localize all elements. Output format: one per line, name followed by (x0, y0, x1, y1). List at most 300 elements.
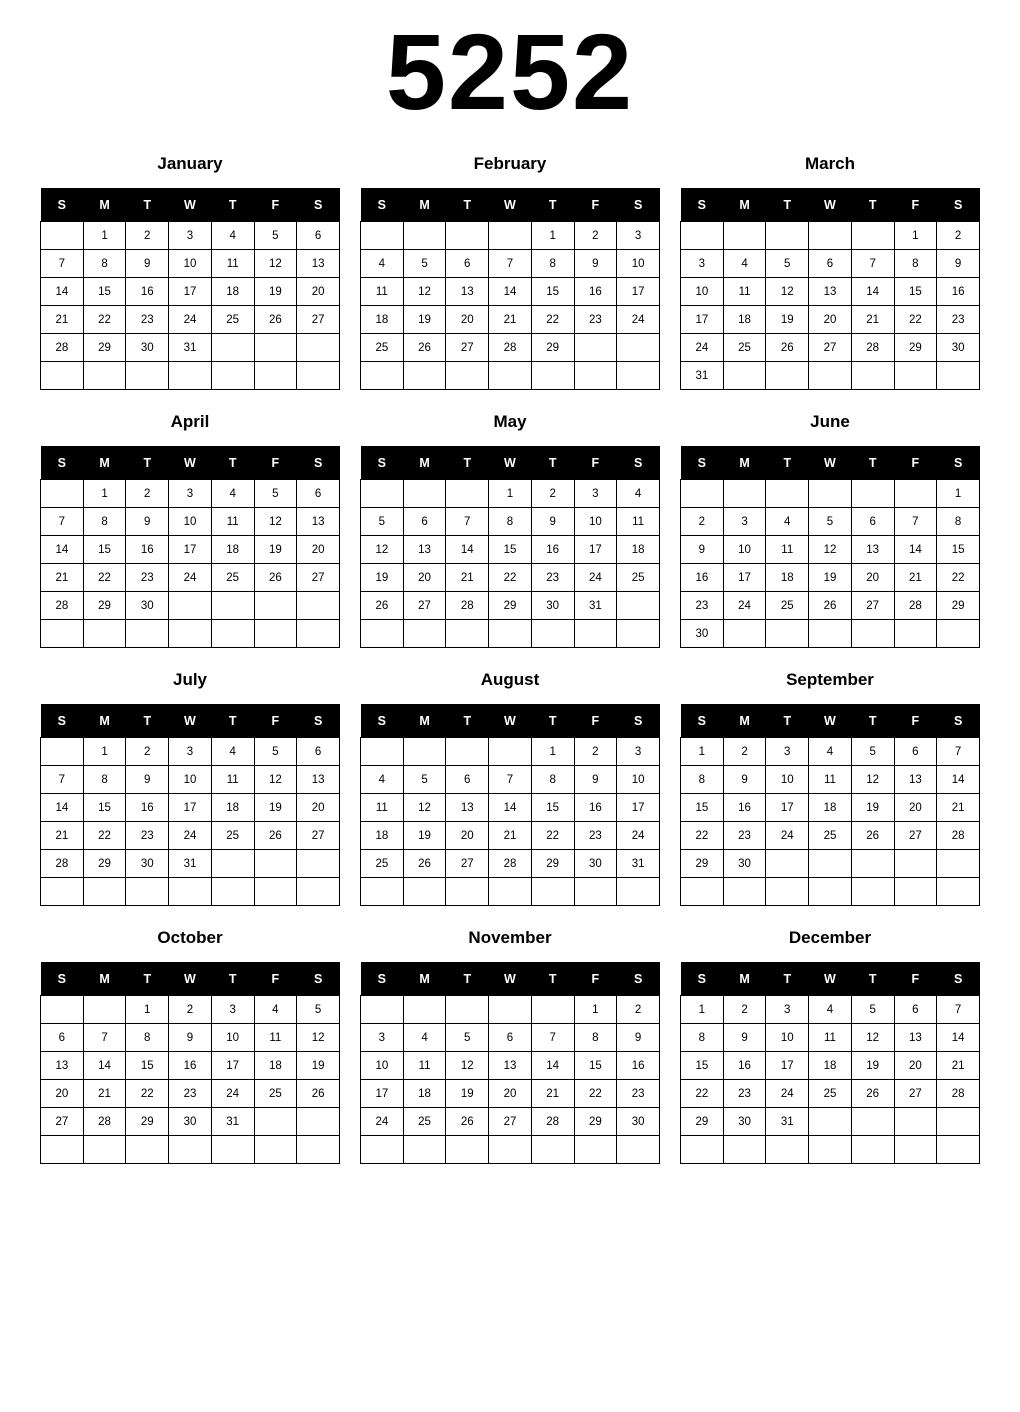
day-cell[interactable]: 13 (297, 250, 340, 278)
day-cell[interactable]: 5 (446, 1024, 489, 1052)
day-cell[interactable]: 4 (809, 738, 852, 766)
day-cell[interactable]: 13 (297, 766, 340, 794)
day-cell[interactable]: 24 (361, 1108, 404, 1136)
day-cell[interactable]: 4 (723, 250, 766, 278)
day-cell[interactable]: 2 (574, 222, 617, 250)
day-cell[interactable]: 16 (126, 794, 169, 822)
day-cell[interactable]: 20 (446, 306, 489, 334)
day-cell[interactable]: 14 (894, 536, 937, 564)
day-cell[interactable]: 1 (531, 738, 574, 766)
day-cell[interactable]: 6 (894, 738, 937, 766)
day-cell[interactable]: 21 (41, 306, 84, 334)
day-cell[interactable]: 22 (574, 1080, 617, 1108)
day-cell[interactable]: 19 (297, 1052, 340, 1080)
day-cell[interactable]: 11 (211, 250, 254, 278)
day-cell[interactable]: 28 (531, 1108, 574, 1136)
day-cell[interactable]: 3 (169, 222, 212, 250)
day-cell[interactable]: 27 (297, 306, 340, 334)
day-cell[interactable]: 12 (361, 536, 404, 564)
day-cell[interactable]: 25 (254, 1080, 297, 1108)
day-cell[interactable]: 11 (617, 508, 660, 536)
day-cell[interactable]: 9 (723, 1024, 766, 1052)
day-cell[interactable]: 8 (937, 508, 980, 536)
day-cell[interactable]: 23 (617, 1080, 660, 1108)
day-cell[interactable]: 16 (126, 536, 169, 564)
day-cell[interactable]: 28 (894, 592, 937, 620)
day-cell[interactable]: 23 (723, 1080, 766, 1108)
day-cell[interactable]: 29 (126, 1108, 169, 1136)
day-cell[interactable]: 26 (766, 334, 809, 362)
day-cell[interactable]: 22 (937, 564, 980, 592)
day-cell[interactable]: 18 (766, 564, 809, 592)
day-cell[interactable]: 30 (937, 334, 980, 362)
day-cell[interactable]: 11 (254, 1024, 297, 1052)
day-cell[interactable]: 19 (851, 1052, 894, 1080)
day-cell[interactable]: 17 (681, 306, 724, 334)
day-cell[interactable]: 6 (446, 766, 489, 794)
day-cell[interactable]: 18 (361, 306, 404, 334)
day-cell[interactable]: 3 (617, 222, 660, 250)
day-cell[interactable]: 13 (809, 278, 852, 306)
day-cell[interactable]: 2 (126, 222, 169, 250)
day-cell[interactable]: 15 (83, 278, 126, 306)
day-cell[interactable]: 7 (41, 766, 84, 794)
day-cell[interactable]: 5 (254, 480, 297, 508)
day-cell[interactable]: 26 (446, 1108, 489, 1136)
day-cell[interactable]: 17 (361, 1080, 404, 1108)
day-cell[interactable]: 17 (617, 278, 660, 306)
day-cell[interactable]: 20 (403, 564, 446, 592)
day-cell[interactable]: 11 (809, 766, 852, 794)
day-cell[interactable]: 13 (41, 1052, 84, 1080)
day-cell[interactable]: 27 (894, 822, 937, 850)
day-cell[interactable]: 29 (574, 1108, 617, 1136)
day-cell[interactable]: 20 (809, 306, 852, 334)
day-cell[interactable]: 1 (681, 738, 724, 766)
day-cell[interactable]: 3 (766, 996, 809, 1024)
day-cell[interactable]: 20 (489, 1080, 532, 1108)
day-cell[interactable]: 21 (937, 794, 980, 822)
day-cell[interactable]: 26 (297, 1080, 340, 1108)
day-cell[interactable]: 21 (531, 1080, 574, 1108)
day-cell[interactable]: 30 (723, 850, 766, 878)
day-cell[interactable]: 22 (83, 822, 126, 850)
day-cell[interactable]: 6 (446, 250, 489, 278)
day-cell[interactable]: 10 (361, 1052, 404, 1080)
day-cell[interactable]: 19 (851, 794, 894, 822)
day-cell[interactable]: 5 (766, 250, 809, 278)
day-cell[interactable]: 11 (361, 794, 404, 822)
day-cell[interactable]: 18 (723, 306, 766, 334)
day-cell[interactable]: 6 (894, 996, 937, 1024)
day-cell[interactable]: 25 (361, 850, 404, 878)
day-cell[interactable]: 19 (766, 306, 809, 334)
day-cell[interactable]: 23 (937, 306, 980, 334)
day-cell[interactable]: 2 (617, 996, 660, 1024)
day-cell[interactable]: 14 (41, 278, 84, 306)
day-cell[interactable]: 26 (403, 334, 446, 362)
day-cell[interactable]: 8 (531, 766, 574, 794)
day-cell[interactable]: 21 (489, 822, 532, 850)
day-cell[interactable]: 25 (361, 334, 404, 362)
day-cell[interactable]: 27 (297, 822, 340, 850)
day-cell[interactable]: 12 (851, 766, 894, 794)
day-cell[interactable]: 31 (211, 1108, 254, 1136)
day-cell[interactable]: 19 (403, 822, 446, 850)
day-cell[interactable]: 28 (41, 334, 84, 362)
day-cell[interactable]: 16 (723, 794, 766, 822)
day-cell[interactable]: 17 (766, 1052, 809, 1080)
day-cell[interactable]: 24 (211, 1080, 254, 1108)
day-cell[interactable]: 5 (403, 250, 446, 278)
day-cell[interactable]: 6 (41, 1024, 84, 1052)
day-cell[interactable]: 18 (211, 794, 254, 822)
day-cell[interactable]: 9 (169, 1024, 212, 1052)
day-cell[interactable]: 21 (894, 564, 937, 592)
day-cell[interactable]: 23 (574, 306, 617, 334)
day-cell[interactable]: 2 (126, 738, 169, 766)
day-cell[interactable]: 9 (723, 766, 766, 794)
day-cell[interactable]: 7 (894, 508, 937, 536)
day-cell[interactable]: 28 (41, 592, 84, 620)
day-cell[interactable]: 12 (254, 766, 297, 794)
day-cell[interactable]: 6 (297, 480, 340, 508)
day-cell[interactable]: 24 (617, 822, 660, 850)
day-cell[interactable]: 20 (41, 1080, 84, 1108)
day-cell[interactable]: 15 (83, 794, 126, 822)
day-cell[interactable]: 5 (851, 996, 894, 1024)
day-cell[interactable]: 24 (169, 564, 212, 592)
day-cell[interactable]: 10 (169, 508, 212, 536)
day-cell[interactable]: 3 (361, 1024, 404, 1052)
day-cell[interactable]: 1 (574, 996, 617, 1024)
day-cell[interactable]: 6 (809, 250, 852, 278)
day-cell[interactable]: 8 (894, 250, 937, 278)
day-cell[interactable]: 24 (574, 564, 617, 592)
day-cell[interactable]: 15 (937, 536, 980, 564)
day-cell[interactable]: 14 (531, 1052, 574, 1080)
day-cell[interactable]: 7 (83, 1024, 126, 1052)
day-cell[interactable]: 28 (489, 850, 532, 878)
day-cell[interactable]: 21 (489, 306, 532, 334)
day-cell[interactable]: 8 (83, 250, 126, 278)
day-cell[interactable]: 20 (894, 794, 937, 822)
day-cell[interactable]: 18 (211, 536, 254, 564)
day-cell[interactable]: 25 (723, 334, 766, 362)
day-cell[interactable]: 9 (126, 766, 169, 794)
day-cell[interactable]: 3 (723, 508, 766, 536)
day-cell[interactable]: 12 (297, 1024, 340, 1052)
day-cell[interactable]: 1 (681, 996, 724, 1024)
day-cell[interactable]: 26 (254, 822, 297, 850)
day-cell[interactable]: 8 (681, 766, 724, 794)
day-cell[interactable]: 23 (126, 564, 169, 592)
day-cell[interactable]: 3 (766, 738, 809, 766)
day-cell[interactable]: 17 (169, 794, 212, 822)
day-cell[interactable]: 10 (574, 508, 617, 536)
day-cell[interactable]: 17 (169, 536, 212, 564)
day-cell[interactable]: 18 (361, 822, 404, 850)
day-cell[interactable]: 14 (851, 278, 894, 306)
day-cell[interactable]: 12 (254, 250, 297, 278)
day-cell[interactable]: 13 (403, 536, 446, 564)
day-cell[interactable]: 10 (617, 250, 660, 278)
day-cell[interactable]: 4 (211, 738, 254, 766)
day-cell[interactable]: 22 (531, 306, 574, 334)
day-cell[interactable]: 21 (41, 822, 84, 850)
day-cell[interactable]: 14 (937, 766, 980, 794)
day-cell[interactable]: 26 (403, 850, 446, 878)
day-cell[interactable]: 28 (446, 592, 489, 620)
day-cell[interactable]: 30 (723, 1108, 766, 1136)
day-cell[interactable]: 16 (574, 278, 617, 306)
day-cell[interactable]: 18 (254, 1052, 297, 1080)
day-cell[interactable]: 5 (254, 222, 297, 250)
day-cell[interactable]: 3 (169, 738, 212, 766)
day-cell[interactable]: 5 (851, 738, 894, 766)
day-cell[interactable]: 28 (83, 1108, 126, 1136)
day-cell[interactable]: 6 (297, 738, 340, 766)
day-cell[interactable]: 14 (446, 536, 489, 564)
day-cell[interactable]: 31 (681, 362, 724, 390)
day-cell[interactable]: 29 (681, 850, 724, 878)
day-cell[interactable]: 2 (574, 738, 617, 766)
day-cell[interactable]: 25 (617, 564, 660, 592)
day-cell[interactable]: 10 (169, 250, 212, 278)
day-cell[interactable]: 28 (489, 334, 532, 362)
day-cell[interactable]: 1 (894, 222, 937, 250)
day-cell[interactable]: 8 (126, 1024, 169, 1052)
day-cell[interactable]: 24 (766, 822, 809, 850)
day-cell[interactable]: 16 (681, 564, 724, 592)
day-cell[interactable]: 19 (446, 1080, 489, 1108)
day-cell[interactable]: 21 (446, 564, 489, 592)
day-cell[interactable]: 31 (169, 850, 212, 878)
day-cell[interactable]: 7 (937, 738, 980, 766)
day-cell[interactable]: 2 (126, 480, 169, 508)
day-cell[interactable]: 28 (937, 822, 980, 850)
day-cell[interactable]: 8 (489, 508, 532, 536)
day-cell[interactable]: 19 (254, 536, 297, 564)
day-cell[interactable]: 18 (403, 1080, 446, 1108)
day-cell[interactable]: 30 (126, 850, 169, 878)
day-cell[interactable]: 27 (809, 334, 852, 362)
day-cell[interactable]: 10 (766, 766, 809, 794)
day-cell[interactable]: 28 (937, 1080, 980, 1108)
day-cell[interactable]: 18 (211, 278, 254, 306)
day-cell[interactable]: 27 (851, 592, 894, 620)
day-cell[interactable]: 12 (851, 1024, 894, 1052)
day-cell[interactable]: 27 (894, 1080, 937, 1108)
day-cell[interactable]: 5 (297, 996, 340, 1024)
day-cell[interactable]: 23 (169, 1080, 212, 1108)
day-cell[interactable]: 9 (617, 1024, 660, 1052)
day-cell[interactable]: 23 (531, 564, 574, 592)
day-cell[interactable]: 21 (937, 1052, 980, 1080)
day-cell[interactable]: 16 (937, 278, 980, 306)
day-cell[interactable]: 22 (681, 822, 724, 850)
day-cell[interactable]: 25 (211, 306, 254, 334)
day-cell[interactable]: 1 (937, 480, 980, 508)
day-cell[interactable]: 24 (681, 334, 724, 362)
day-cell[interactable]: 4 (766, 508, 809, 536)
day-cell[interactable]: 3 (211, 996, 254, 1024)
day-cell[interactable]: 11 (361, 278, 404, 306)
day-cell[interactable]: 1 (489, 480, 532, 508)
day-cell[interactable]: 25 (809, 1080, 852, 1108)
day-cell[interactable]: 29 (531, 850, 574, 878)
day-cell[interactable]: 21 (851, 306, 894, 334)
day-cell[interactable]: 3 (617, 738, 660, 766)
day-cell[interactable]: 26 (254, 306, 297, 334)
day-cell[interactable]: 15 (126, 1052, 169, 1080)
day-cell[interactable]: 10 (723, 536, 766, 564)
day-cell[interactable]: 8 (531, 250, 574, 278)
day-cell[interactable]: 9 (126, 250, 169, 278)
day-cell[interactable]: 22 (894, 306, 937, 334)
day-cell[interactable]: 16 (723, 1052, 766, 1080)
day-cell[interactable]: 20 (297, 794, 340, 822)
day-cell[interactable]: 8 (83, 508, 126, 536)
day-cell[interactable]: 31 (766, 1108, 809, 1136)
day-cell[interactable]: 21 (41, 564, 84, 592)
day-cell[interactable]: 13 (894, 1024, 937, 1052)
day-cell[interactable]: 15 (531, 794, 574, 822)
day-cell[interactable]: 26 (851, 822, 894, 850)
day-cell[interactable]: 25 (211, 564, 254, 592)
day-cell[interactable]: 31 (617, 850, 660, 878)
day-cell[interactable]: 23 (723, 822, 766, 850)
day-cell[interactable]: 20 (297, 278, 340, 306)
day-cell[interactable]: 16 (169, 1052, 212, 1080)
day-cell[interactable]: 27 (446, 850, 489, 878)
day-cell[interactable]: 1 (83, 738, 126, 766)
day-cell[interactable]: 14 (937, 1024, 980, 1052)
day-cell[interactable]: 19 (403, 306, 446, 334)
day-cell[interactable]: 8 (83, 766, 126, 794)
day-cell[interactable]: 29 (489, 592, 532, 620)
day-cell[interactable]: 16 (531, 536, 574, 564)
day-cell[interactable]: 30 (126, 334, 169, 362)
day-cell[interactable]: 10 (211, 1024, 254, 1052)
day-cell[interactable]: 20 (446, 822, 489, 850)
day-cell[interactable]: 9 (574, 766, 617, 794)
day-cell[interactable]: 15 (83, 536, 126, 564)
day-cell[interactable]: 15 (574, 1052, 617, 1080)
day-cell[interactable]: 24 (766, 1080, 809, 1108)
day-cell[interactable]: 5 (361, 508, 404, 536)
day-cell[interactable]: 11 (211, 508, 254, 536)
day-cell[interactable]: 27 (403, 592, 446, 620)
day-cell[interactable]: 28 (41, 850, 84, 878)
day-cell[interactable]: 19 (809, 564, 852, 592)
day-cell[interactable]: 2 (937, 222, 980, 250)
day-cell[interactable]: 31 (574, 592, 617, 620)
day-cell[interactable]: 24 (617, 306, 660, 334)
day-cell[interactable]: 30 (617, 1108, 660, 1136)
day-cell[interactable]: 29 (681, 1108, 724, 1136)
day-cell[interactable]: 12 (403, 278, 446, 306)
day-cell[interactable]: 26 (254, 564, 297, 592)
day-cell[interactable]: 4 (254, 996, 297, 1024)
day-cell[interactable]: 15 (894, 278, 937, 306)
day-cell[interactable]: 13 (851, 536, 894, 564)
day-cell[interactable]: 8 (681, 1024, 724, 1052)
day-cell[interactable]: 14 (83, 1052, 126, 1080)
day-cell[interactable]: 13 (894, 766, 937, 794)
day-cell[interactable]: 12 (446, 1052, 489, 1080)
day-cell[interactable]: 25 (403, 1108, 446, 1136)
day-cell[interactable]: 14 (489, 794, 532, 822)
day-cell[interactable]: 30 (681, 620, 724, 648)
day-cell[interactable]: 24 (169, 822, 212, 850)
day-cell[interactable]: 17 (169, 278, 212, 306)
day-cell[interactable]: 17 (766, 794, 809, 822)
day-cell[interactable]: 29 (531, 334, 574, 362)
day-cell[interactable]: 12 (403, 794, 446, 822)
day-cell[interactable]: 17 (723, 564, 766, 592)
day-cell[interactable]: 5 (254, 738, 297, 766)
day-cell[interactable]: 13 (489, 1052, 532, 1080)
day-cell[interactable]: 12 (254, 508, 297, 536)
day-cell[interactable]: 10 (681, 278, 724, 306)
day-cell[interactable]: 2 (531, 480, 574, 508)
day-cell[interactable]: 11 (809, 1024, 852, 1052)
day-cell[interactable]: 1 (126, 996, 169, 1024)
day-cell[interactable]: 27 (489, 1108, 532, 1136)
day-cell[interactable]: 14 (489, 278, 532, 306)
day-cell[interactable]: 11 (403, 1052, 446, 1080)
day-cell[interactable]: 3 (169, 480, 212, 508)
day-cell[interactable]: 16 (126, 278, 169, 306)
day-cell[interactable]: 30 (574, 850, 617, 878)
day-cell[interactable]: 2 (723, 996, 766, 1024)
day-cell[interactable]: 4 (403, 1024, 446, 1052)
day-cell[interactable]: 2 (169, 996, 212, 1024)
day-cell[interactable]: 3 (574, 480, 617, 508)
day-cell[interactable]: 6 (489, 1024, 532, 1052)
day-cell[interactable]: 6 (851, 508, 894, 536)
day-cell[interactable]: 5 (809, 508, 852, 536)
day-cell[interactable]: 24 (169, 306, 212, 334)
day-cell[interactable]: 12 (809, 536, 852, 564)
day-cell[interactable]: 5 (403, 766, 446, 794)
day-cell[interactable]: 3 (681, 250, 724, 278)
day-cell[interactable]: 30 (531, 592, 574, 620)
day-cell[interactable]: 7 (531, 1024, 574, 1052)
day-cell[interactable]: 22 (83, 306, 126, 334)
day-cell[interactable]: 25 (766, 592, 809, 620)
day-cell[interactable]: 7 (446, 508, 489, 536)
day-cell[interactable]: 12 (766, 278, 809, 306)
day-cell[interactable]: 19 (361, 564, 404, 592)
day-cell[interactable]: 4 (617, 480, 660, 508)
day-cell[interactable]: 10 (169, 766, 212, 794)
day-cell[interactable]: 7 (489, 250, 532, 278)
day-cell[interactable]: 7 (489, 766, 532, 794)
day-cell[interactable]: 10 (617, 766, 660, 794)
day-cell[interactable]: 1 (531, 222, 574, 250)
day-cell[interactable]: 23 (126, 822, 169, 850)
day-cell[interactable]: 16 (617, 1052, 660, 1080)
day-cell[interactable]: 14 (41, 794, 84, 822)
day-cell[interactable]: 7 (41, 508, 84, 536)
day-cell[interactable]: 22 (531, 822, 574, 850)
day-cell[interactable]: 21 (83, 1080, 126, 1108)
day-cell[interactable]: 22 (681, 1080, 724, 1108)
day-cell[interactable]: 20 (297, 536, 340, 564)
day-cell[interactable]: 7 (937, 996, 980, 1024)
